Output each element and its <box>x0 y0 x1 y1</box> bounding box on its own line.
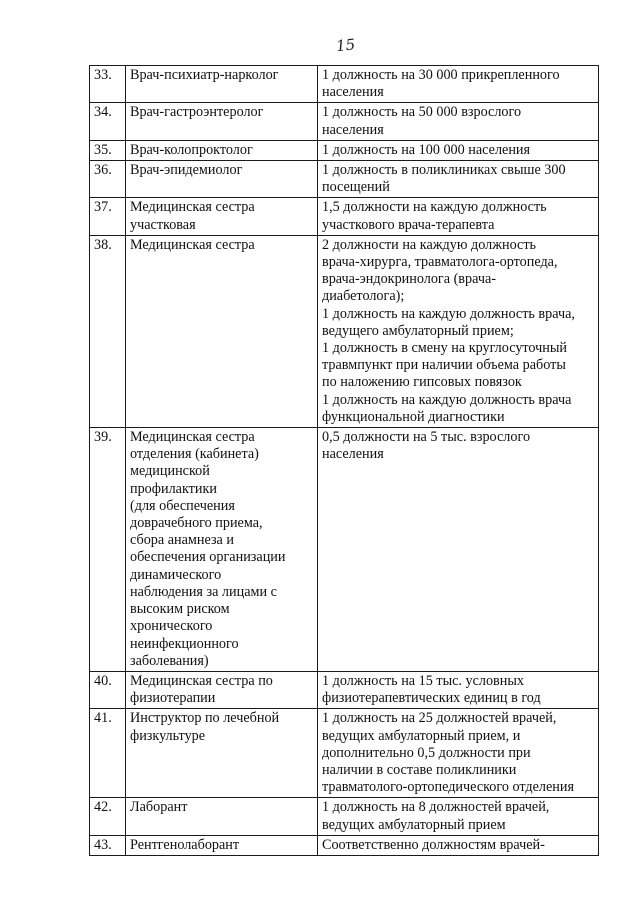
table-row <box>90 66 599 103</box>
row-number: 38. <box>90 235 126 427</box>
staffing-norm: 1 должность на 25 должностей врачей, ведущих амбулаторный прием, и дополнительно 0,5 должности при наличии в составе поликлиники травматолого-ортопедического отделения <box>318 709 599 798</box>
row-number: 42. <box>90 798 126 835</box>
page-number: 15 <box>335 35 356 56</box>
row-number: 35. <box>90 140 126 160</box>
position-name: Лаборант <box>126 798 318 835</box>
table-row <box>90 235 599 427</box>
position-name: Врач-эпидемиолог <box>126 161 318 198</box>
staffing-norm: 2 должности на каждую должность врача-хирурга, травматолога-ортопеда, врача-эндокринолога (врача- диабетолога); 1 должность на каждую должность врача, ведущего амбулаторный прием; 1 должность в смену на круглосуточный травмпункт при наличии объема работы по наложению гипсовых повязок 1 должность на каждую должность врача функциональной диагностики <box>318 235 599 427</box>
position-name: Медицинская сестра <box>126 235 318 427</box>
position-name: Врач-психиатр-нарколог <box>126 66 318 103</box>
staffing-norm: 1 должность в поликлиниках свыше 300 посещений <box>318 161 599 198</box>
position-name: Врач-гастроэнтеролог <box>126 103 318 140</box>
staffing-norm: 1 должность на 30 000 прикрепленного населения <box>318 66 599 103</box>
position-name: Медицинская сестра по физиотерапии <box>126 671 318 708</box>
position-name: Врач-колопроктолог <box>126 140 318 160</box>
table-row <box>90 140 599 160</box>
staffing-norm: 0,5 должности на 5 тыс. взрослого населения <box>318 428 599 672</box>
row-number: 33. <box>90 66 126 103</box>
table-row <box>90 709 599 798</box>
position-name: Медицинская сестра участковая <box>126 198 318 235</box>
table-row <box>90 161 599 198</box>
table-body <box>90 66 599 856</box>
staffing-norm: 1 должность на 15 тыс. условных физиотерапевтических единиц в год <box>318 671 599 708</box>
position-name: Инструктор по лечебной физкультуре <box>126 709 318 798</box>
staffing-norms-table <box>89 65 599 856</box>
table-row <box>90 798 599 835</box>
row-number: 34. <box>90 103 126 140</box>
staffing-norm: 1 должность на 50 000 взрослого населения <box>318 103 599 140</box>
row-number: 39. <box>90 428 126 672</box>
position-name: Рентгенолаборант <box>126 835 318 855</box>
table-row <box>90 835 599 855</box>
staffing-norm: 1 должность на 100 000 населения <box>318 140 599 160</box>
staffing-norm: 1,5 должности на каждую должность участкового врача-терапевта <box>318 198 599 235</box>
staffing-norm: 1 должность на 8 должностей врачей, ведущих амбулаторный прием <box>318 798 599 835</box>
row-number: 41. <box>90 709 126 798</box>
staffing-norm: Соответственно должностям врачей- <box>318 835 599 855</box>
table-row <box>90 428 599 672</box>
table-row <box>90 198 599 235</box>
row-number: 43. <box>90 835 126 855</box>
row-number: 40. <box>90 671 126 708</box>
row-number: 37. <box>90 198 126 235</box>
table-row <box>90 103 599 140</box>
position-name: Медицинская сестра отделения (кабинета) медицинской профилактики (для обеспечения доврачебного приема, сбора анамнеза и обеспечения организации динамического наблюдения за лицами с высоким риском хронического неинфекционного заболевания) <box>126 428 318 672</box>
row-number: 36. <box>90 161 126 198</box>
table-row <box>90 671 599 708</box>
